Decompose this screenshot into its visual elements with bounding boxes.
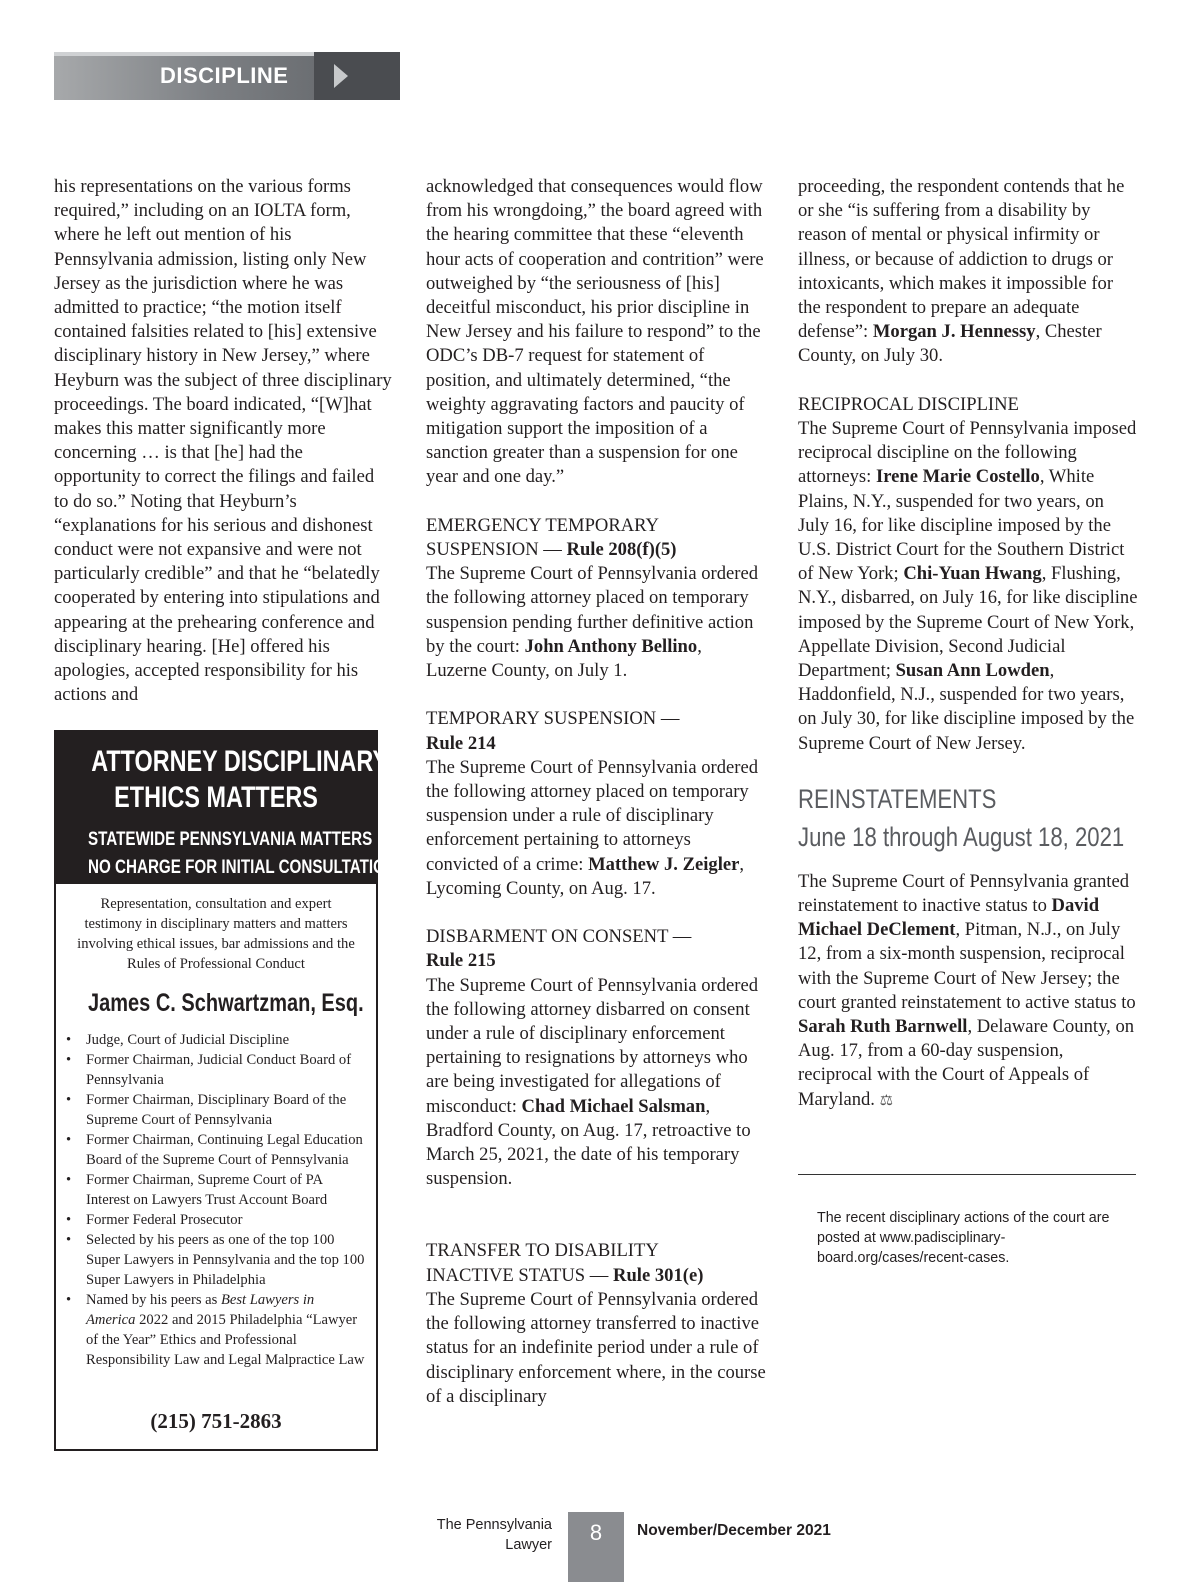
ad-credential-item: • Former Chairman, Disciplinary Board of the Supreme Court of Pennsylvania bbox=[86, 1090, 366, 1130]
section-body: The Supreme Court of Pennsylvania ordered the following attorney transferred to inactive status for an indefinite period under a rule of disciplinary enforcement where, in the course of a disciplinary bbox=[426, 1288, 766, 1407]
column-3 bbox=[798, 175, 1138, 1113]
recent-cases-note: The recent disciplinary actions of the court are posted at www.padisciplinary-board.org/cases/recent-cases. bbox=[817, 1210, 1110, 1266]
body-text: The Supreme Court of Pennsylvania granted reinstatement to inactive status to bbox=[798, 870, 1129, 917]
body-text: The Supreme Court of Pennsylvania imposed reciprocal discipline on the following attorneys: bbox=[798, 418, 1137, 488]
section-heading bbox=[426, 707, 766, 731]
ad-credential-emphasis: Best Lawyers in America bbox=[86, 1292, 315, 1328]
attorney-name: Chi-Yuan Hwang bbox=[903, 563, 1042, 585]
body-text: The Supreme Court of Pennsylvania ordered the following attorney placed on temporary suspension under a rule of disciplinary enforcement pertaining to attorneys convicted of a crime: bbox=[426, 756, 759, 875]
ad-title-line-1: ATTORNEY DISCIPLINARY / bbox=[91, 745, 401, 778]
page-number: 8 bbox=[589, 1520, 603, 1545]
section-heading bbox=[426, 1264, 766, 1288]
ad-credential-item: • Selected by his peers as one of the top 100 Super Lawyers in Pennsylvania and the top 100 Super Lawyers in Philadelphia bbox=[86, 1230, 366, 1290]
ad-credential-text: Named by his peers as bbox=[86, 1292, 221, 1308]
section-heading bbox=[426, 1239, 766, 1263]
ad-credential-item: • Former Chairman, Judicial Conduct Board of Pennsylvania bbox=[86, 1050, 366, 1090]
attorney-name: John Anthony Bellino bbox=[524, 635, 698, 657]
attorney-name: Chad Michael Salsman bbox=[521, 1095, 706, 1117]
ad-subtitle-line-1: STATEWIDE PENNSYLVANIA MATTERS bbox=[88, 829, 373, 850]
ad-credential-text: 2022 and 2015 Philadelphia “Lawyer of the Year” Ethics and Professional Responsibility Law and Legal Malpractice Law bbox=[86, 1312, 365, 1368]
section-heading bbox=[426, 925, 766, 949]
divider bbox=[798, 1174, 1136, 1175]
section-heading bbox=[426, 514, 766, 538]
ad-title-line-2: ETHICS MATTERS bbox=[114, 781, 318, 814]
publication-name-line: Lawyer bbox=[505, 1537, 552, 1553]
section-banner bbox=[54, 52, 400, 100]
section-body bbox=[426, 974, 766, 1192]
body-text: The Supreme Court of Pennsylvania ordered the following attorney placed on temporary suspension pending further definitive action by the court: bbox=[426, 563, 759, 657]
ad-subtitle-line-2: NO CHARGE FOR INITIAL CONSULTATION bbox=[88, 857, 396, 878]
column-1 bbox=[54, 175, 392, 707]
ad-phone-number: (215) 751-2863 bbox=[150, 1409, 282, 1433]
temporary-suspension-section bbox=[426, 707, 766, 901]
body-text: The Supreme Court of Pennsylvania ordered the following attorney disbarred on consent under a rule of disciplinary enforcement pertaining to resignations by attorneys who are being investigated for allegations of misconduct: bbox=[426, 974, 759, 1117]
section-body bbox=[426, 756, 766, 901]
column-3-paragraph bbox=[798, 175, 1138, 369]
page-number-box bbox=[568, 1512, 624, 1582]
heading-text: SUSPENSION — bbox=[426, 539, 567, 561]
heading-rule: Rule 208(f)(5) bbox=[566, 539, 677, 561]
body-text: , Chester County, on July 30. bbox=[798, 321, 1102, 367]
body-text: , Pitman, N.J., on July 12, from a six-month suspension, reciprocal with the Supreme Court of New Jersey; the court granted reinstatement to active status to bbox=[798, 919, 1136, 1013]
ad-credential-item bbox=[86, 1290, 366, 1370]
body-text: , Flushing, N.Y., disbarred, on July 16, for like discipline imposed by the Supreme Court of New York, Appellate Division, Second Judicial Department; bbox=[798, 563, 1138, 682]
column-1-paragraph: his representations on the various forms required,” including on an IOLTA form, where he left out mention of his Pennsylvania admission, listing only New Jersey as the jurisdiction where he was admitted to practice; “the motion itself contained falsities related to [his] extensive disciplinary history in New Jersey,” where Heyburn was the subject of three disciplinary proceedings. The board indicated, “[W]hat makes this matter significantly more concerning … is that [he] had the opportunity to correct the filings and failed to do so.” Noting that Heyburn’s “explanations for his serious and dishonest conduct were not expansive and were not particularly credible” and that he “belatedly cooperated by entering into stipulations and appearing at the prehearing conference and disciplinary hearing. [He] offered his apologies, accepted responsibility for his actions and bbox=[54, 176, 392, 706]
end-mark-icon: ⚖ bbox=[879, 1092, 894, 1109]
body-text: , Bradford County, on Aug. 17, retroactive to March 25, 2021, the date of his temporary suspension. bbox=[426, 1095, 751, 1190]
attorney-name: Matthew J. Zeigler bbox=[588, 853, 740, 875]
reinstatements-title: REINSTATEMENTS bbox=[798, 783, 997, 814]
publication-name-line: The Pennsylvania bbox=[436, 1517, 552, 1533]
disbarment-on-consent-section bbox=[426, 925, 766, 1191]
ad-credentials-list bbox=[56, 1030, 376, 1370]
publication-name bbox=[437, 1515, 552, 1555]
emergency-suspension-section bbox=[426, 514, 766, 683]
body-text: , Delaware County, on Aug. 17, from a 60-day suspension, reciprocal with the Court of Appeals of Maryland. bbox=[798, 1016, 1135, 1110]
ad-description: Representation, consultation and expert testimony in disciplinary matters and matters involving ethical issues, bar admissions and the Rules of Professional Conduct bbox=[77, 896, 355, 972]
section-heading bbox=[426, 538, 766, 562]
section-heading bbox=[426, 732, 766, 756]
attorney-name: Morgan J. Hennessy bbox=[872, 321, 1036, 343]
ad-credential-item: • Former Chairman, Supreme Court of PA Interest on Lawyers Trust Account Board bbox=[86, 1170, 366, 1210]
attorney-name: Irene Marie Costello bbox=[875, 466, 1040, 488]
attorney-ad bbox=[54, 730, 401, 1451]
ad-credential-item: • Judge, Court of Judicial Discipline bbox=[86, 1030, 366, 1050]
column-2-paragraph: acknowledged that consequences would flow from his wrongdoing,” the board agreed with the hearing committee that these “eleventh hour acts of cooperation and contrition” were outweighed by “the seriousness of [his] deceitful misconduct, his prior discipline in New Jersey and his failure to respond” to the ODC’s DB-7 request for statement of position, and ultimately determined, “the weighty aggravating factors and paucity of mitigation support the imposition of a sanction greater than a suspension for one year and one day.” bbox=[426, 176, 764, 488]
ad-credential-item: • Former Chairman, Continuing Legal Education Board of the Supreme Court of Pennsylvania bbox=[86, 1130, 366, 1170]
heading-rule: Rule 301(e) bbox=[613, 1264, 704, 1286]
attorney-name: Susan Ann Lowden bbox=[895, 660, 1050, 682]
heading-text: TRANSFER TO DISABILITY bbox=[426, 1240, 659, 1262]
section-title: DISCIPLINE bbox=[160, 63, 289, 88]
ad-header bbox=[56, 732, 401, 884]
heading-text: DISBARMENT ON CONSENT — bbox=[426, 926, 692, 948]
heading-text: EMERGENCY TEMPORARY bbox=[426, 514, 659, 536]
section-body bbox=[426, 562, 766, 683]
body-text: proceeding, the respondent contends that he or she “is suffering from a disability by reason of mental or physical infirmity or illness, or because of addiction to drugs or intoxicants, which makes it impossible for the respondent to prepare an adequate defense”: bbox=[798, 176, 1125, 343]
section-heading bbox=[426, 949, 766, 973]
heading-text: INACTIVE STATUS — bbox=[426, 1264, 614, 1286]
ad-credential-item: • Former Federal Prosecutor bbox=[86, 1210, 366, 1230]
heading-text: TEMPORARY SUSPENSION — bbox=[426, 708, 680, 730]
reinstatements-dates: June 18 through August 18, 2021 bbox=[798, 821, 1125, 852]
reciprocal-discipline-section bbox=[798, 393, 1138, 756]
heading-rule: Rule 214 bbox=[426, 732, 496, 754]
attorney-name: Sarah Ruth Barnwell bbox=[798, 1016, 968, 1038]
disability-inactive-section bbox=[426, 1239, 766, 1408]
body-text: , Lycoming County, on Aug. 17. bbox=[426, 853, 745, 899]
issue-date: November/December 2021 bbox=[637, 1522, 831, 1539]
chevron-right-icon bbox=[334, 64, 348, 88]
body-text: , Luzerne County, on July 1. bbox=[426, 635, 702, 682]
ad-attorney-name: James C. Schwartzman, Esq. bbox=[88, 989, 364, 1017]
section-heading: RECIPROCAL DISCIPLINE bbox=[798, 393, 1019, 415]
section-body bbox=[798, 417, 1138, 756]
column-2 bbox=[426, 175, 766, 1409]
reinstatements-body bbox=[798, 870, 1138, 1113]
body-text: , Haddonfield, N.J., suspended for two years, on July 30, for like discipline imposed by the Supreme Court of New Jersey. bbox=[798, 660, 1135, 754]
attorney-name: David Michael DeClement bbox=[798, 895, 1100, 941]
banner-arrow-box bbox=[314, 52, 400, 100]
body-text: , White Plains, N.Y., suspended for two years, on July 16, for like discipline imposed by the U.S. District Court for the Southern District of New York; bbox=[798, 466, 1125, 585]
heading-rule: Rule 215 bbox=[426, 950, 496, 972]
